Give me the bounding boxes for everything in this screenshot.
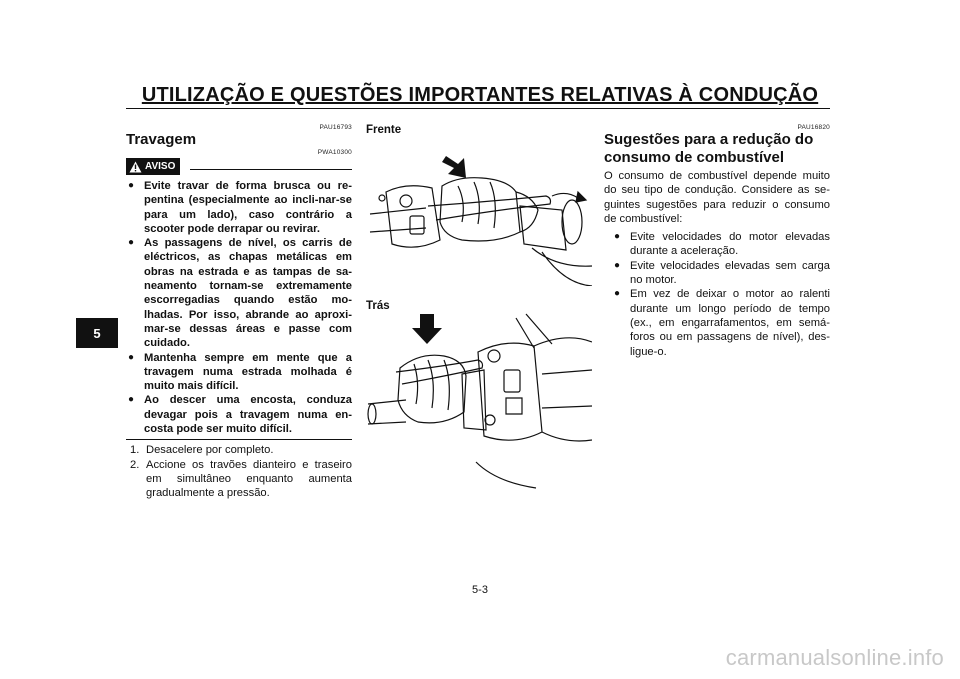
warning-list [126, 179, 352, 436]
warning-item: ● Mantenha sempre em mente que a travagem numa estrada molhada é muito mais difícil. [126, 351, 352, 394]
warning-item: ● As passagens de nível, os carris de eléctricos, as chapas metálicas em obras na estrada e as tampas de sa-neamento tornam-se extremamente escorregadias quando estão mo-lhadas. Por isso, abrande ao aproxi-mar-se dessas áreas e passe com cuidado. [126, 236, 352, 350]
braking-step [126, 458, 352, 501]
fuel-tips-list [612, 230, 830, 359]
step-number: 2. [130, 458, 140, 471]
fuel-tip: ● Em vez de deixar o motor ao ralenti durante um longo período de tempo (ex., em engarrafamentos, em semá-foros ou em passagens de nível), des-ligue-o. [612, 287, 830, 358]
fuel-tip: ● Evite velocidades do motor elevadas durante a aceleração. [612, 230, 830, 259]
braking-section-code: PAU16793 [319, 124, 352, 131]
step-number: 1. [130, 444, 140, 457]
fuel-title: Sugestões para a redução do consumo de combustível [604, 131, 814, 166]
warning-item: ● Evite travar de forma brusca ou re-pentina (especialmente ao incli-nar-se para um lado), caso contrário a scooter pode derrapar ou revirar. [126, 179, 352, 236]
braking-step [126, 443, 352, 457]
header-rule [126, 108, 830, 109]
chapter-tab: 5 [76, 318, 118, 348]
warning-code: PWA10300 [317, 149, 352, 156]
warning-label: AVISO [145, 161, 176, 172]
step-text: Accione os travões dianteiro e traseiro em simultâneo enquanto aumenta gradualmente a pressão. [146, 458, 352, 500]
fuel-section-code: PAU16820 [797, 124, 830, 131]
rear-brake-illustration [366, 312, 592, 512]
warning-header [126, 158, 352, 175]
braking-title: Travagem [126, 131, 197, 148]
warning-badge [126, 158, 180, 175]
braking-steps [126, 443, 352, 500]
braking-section [126, 124, 352, 501]
page-header-title: UTILIZAÇÃO E QUESTÕES IMPORTANTES RELATIVAS À CONDUÇÃO [141, 84, 819, 106]
warning-rule [190, 169, 352, 170]
step-text: Desacelere por completo. [146, 444, 274, 457]
warning-item: ● Ao descer uma encosta, conduza devagar pois a travagem numa en-costa pode ser muito difícil. [126, 393, 352, 436]
fuel-intro: O consumo de combustível depende muito do seu tipo de condução. Considere as se-guintes sugestões para reduzir o consumo de combustível: [604, 170, 830, 225]
page-number: 5-3 [472, 584, 488, 596]
rear-figure-label: Trás [366, 300, 390, 312]
warning-end-rule [126, 439, 352, 440]
front-brake-illustration [366, 136, 592, 286]
front-figure-label: Frente [366, 124, 402, 136]
fuel-tip: ● Evite velocidades elevadas sem carga no motor. [612, 259, 830, 288]
watermark: carmanualsonline.info [725, 645, 944, 670]
figures-column [366, 124, 592, 512]
warning-triangle-icon [129, 161, 142, 173]
fuel-section [604, 124, 830, 359]
